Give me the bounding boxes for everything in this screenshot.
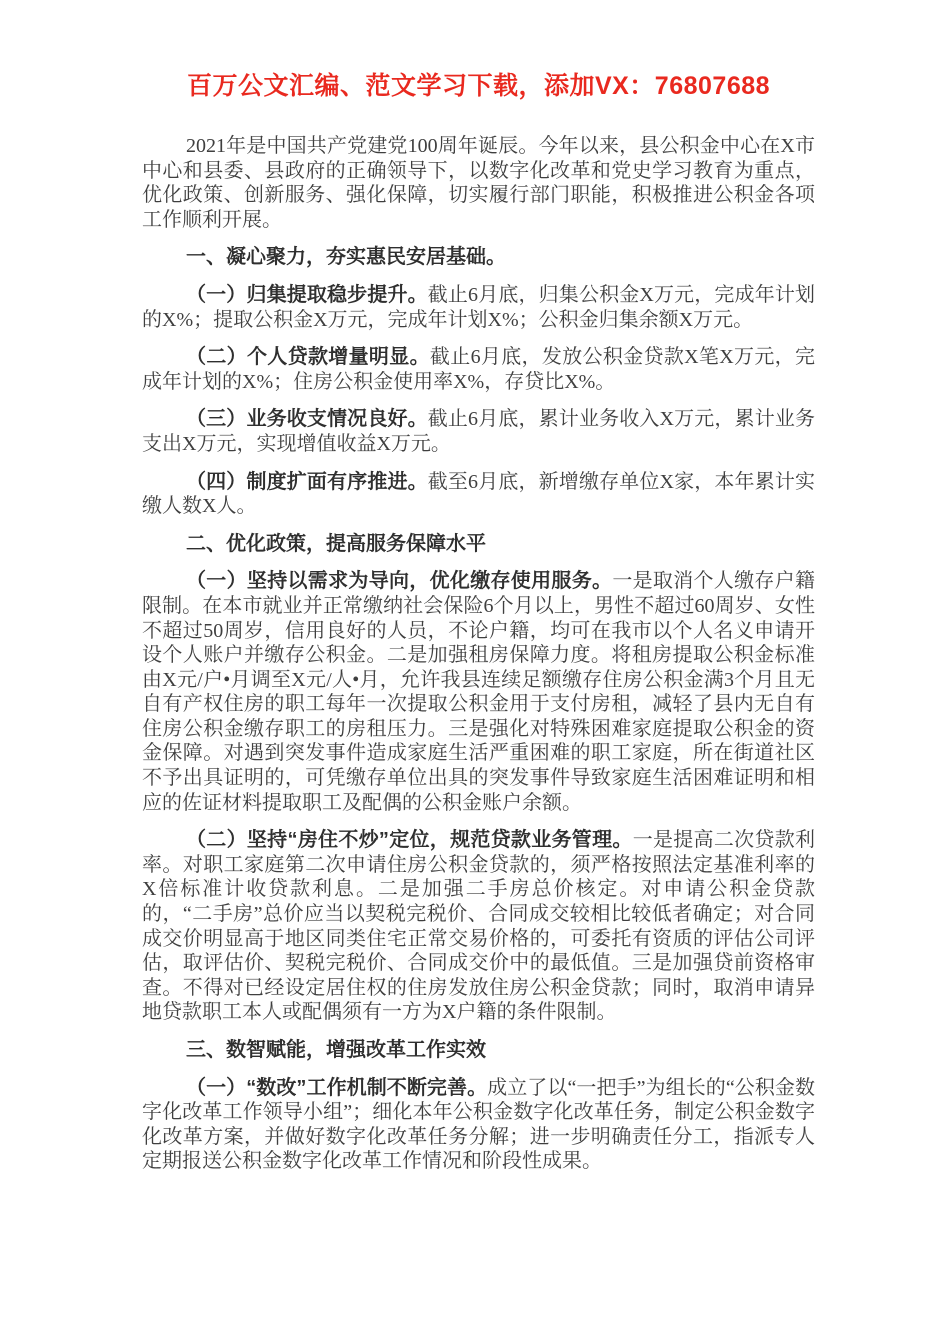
section-1-item-3: [142, 407, 815, 456]
paragraph-lead: （二）个人贷款增量明显。: [186, 346, 430, 369]
paragraph-text: 截止6月底，归集公积金X万元，完成年计划的X%；提取公积金X万元，完成年计划X%；公积金归集余额X万元。: [142, 283, 815, 331]
paragraph-lead: （四）制度扩面有序推进。: [186, 470, 428, 493]
section-3-heading: [142, 1038, 815, 1063]
paragraph-text: 截止6月底，累计业务收入X万元，累计业务支出X万元，实现增值收益X万元。: [142, 408, 815, 455]
section-1-item-2: [142, 345, 815, 394]
paragraph-text: 截至6月底，新增缴存单位X家，本年累计实缴人数X人。: [142, 470, 815, 518]
heading-text: 二、优化政策，提高服务保障水平: [186, 532, 486, 555]
intro-paragraph: [142, 134, 815, 232]
paragraph-lead: （二）坚持“房住不炒”定位，规范贷款业务管理。: [186, 829, 633, 852]
paragraph-text: 截止6月底，发放公积金贷款X笔X万元，完成年计划的X%；住房公积金使用率X%，存贷比X%。: [142, 346, 816, 393]
section-1-heading: [142, 245, 815, 270]
section-2-heading: [142, 532, 815, 557]
section-3-item-1: [142, 1076, 815, 1174]
heading-text: 三、数智赋能，增强改革工作实效: [186, 1039, 486, 1061]
paragraph-lead: （一）归集提取稳步提升。: [186, 283, 428, 306]
paragraph-text: 一是提高二次贷款利率。对职工家庭第二次申请住房公积金贷款的，须严格按照法定基准利率的X倍标准计收贷款利息。二是加强二手房总价核定。对申请公积金贷款的，“二手房”总价应当以契税完税价、合同成交较相比较低者确定；对合同成交价明显高于地区同类住宅正常交易价格的，可委托有资质的评估公司评估，取评估价、契税完税价、合同成交价中的最低值。三是加强贷前资格审查。不得对已经设定居住权的住房发放住房公积金贷款；同时，取消申请异地贷款职工本人或配偶须有一方为X户籍的条件限制。: [142, 829, 816, 1024]
promo-banner: 百万公文汇编、范文学习下载，添加VX：76807688: [186, 72, 771, 100]
paragraph-text: 2021年是中国共产党建党100周年诞辰。今年以来，县公积金中心在X市中心和县委、县政府的正确领导下，以数字化改革和党史学习教育为重点，优化政策、创新服务、强化保障，切实履行部门职能，积极推进公积金各项工作顺利开展。: [142, 135, 815, 231]
section-1-item-4: [142, 470, 815, 519]
heading-text: 一、凝心聚力，夯实惠民安居基础。: [186, 246, 506, 269]
paragraph-lead: （三）业务收支情况良好。: [186, 408, 428, 431]
paragraph-text: 成立了以“一把手”为组长的“公积金数字化改革工作领导小组”；细化本年公积金数字化改革任务，制定公积金数字化改革方案，并做好数字化改革任务分解；进一步明确责任分工，指派专人定期报送公积金数字化改革工作情况和阶段性成果。: [142, 1076, 816, 1173]
paragraph-lead: （一）“数改”工作机制不断完善。: [186, 1076, 488, 1099]
section-1-item-1: [142, 283, 815, 332]
section-2-item-2: [142, 828, 815, 1025]
section-2-item-1: [142, 569, 815, 815]
paragraph-text: 一是取消个人缴存户籍限制。在本市就业并正常缴纳社会保险6个月以上，男性不超过60周岁、女性不超过50周岁，信用良好的人员，不论户籍，均可在我市以个人名义申请开设个人账户并缴存公积金。二是加强租房保障力度。将租房提取公积金标准由X元/户•月调至X元/人•月，允许我县连续足额缴存住房公积金满3个月且无自有产权住房的职工每年一次提取公积金用于支付房租，减轻了县内无自有住房公积金缴存职工的房租压力。三是强化对特殊困难家庭提取公积金的资金保障。对遇到突发事件造成家庭生活严重困难的职工家庭，所在街道社区不予出具证明的，可凭缴存单位出具的突发事件导致家庭生活困难证明和相应的佐证材料提取职工及配偶的公积金账户余额。: [142, 570, 816, 814]
paragraph-lead: （一）坚持以需求为导向，优化缴存使用服务。: [186, 570, 613, 593]
